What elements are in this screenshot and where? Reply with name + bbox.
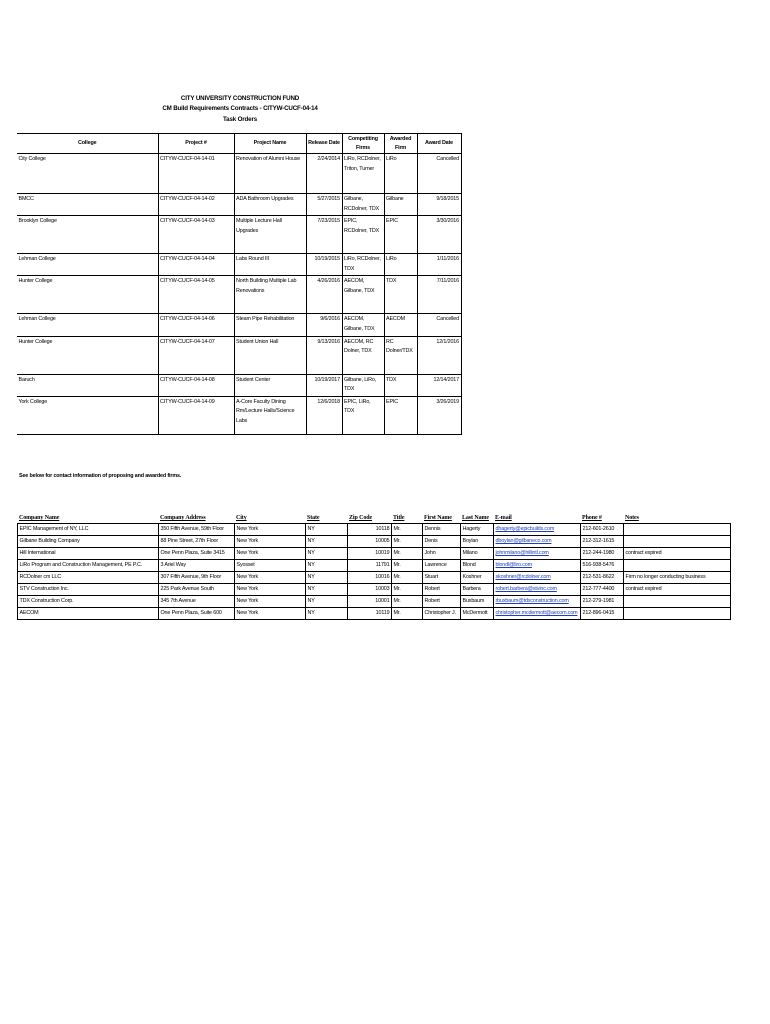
title-cell: Mr. [392, 536, 423, 548]
email-link[interactable]: robert.barbera@stvinc.com [495, 586, 557, 593]
notes-cell [624, 524, 731, 536]
last-name-cell: Koshner [461, 572, 494, 584]
project-number-cell: CITYW-CUCF-04-14-05 [158, 276, 234, 314]
state-cell: NY [306, 548, 348, 560]
awarded-firm-cell: RC Dolner/TDX [384, 336, 417, 374]
awarded-firm-cell: EPIC [384, 396, 417, 434]
project-name-cell: Student Center [234, 374, 306, 396]
phone-cell: 212-601-2610 [581, 524, 624, 536]
contact-row [18, 596, 731, 608]
contact-header-row [18, 513, 731, 524]
task-row [17, 194, 461, 216]
email-link[interactable]: christopher.mcdermott@aecom.com [495, 610, 578, 617]
zip-code-cell: 10016 [348, 572, 392, 584]
task-row [17, 314, 461, 336]
first-name-cell: Robert [423, 584, 461, 596]
document-title [150, 94, 330, 125]
competing-firms-cell: LiRo, RCDolner, Triton, Turner [342, 154, 384, 194]
phone-cell: 212-279-1981 [581, 596, 624, 608]
state-cell: NY [306, 536, 348, 548]
company-address-cell: 350 Fifth Avenue, 59th Floor [159, 524, 235, 536]
college-cell: City College [17, 154, 158, 194]
task-row [17, 216, 461, 254]
email-cell [494, 536, 581, 548]
city-cell: New York [235, 572, 306, 584]
title-line-3: Task Orders [222, 115, 257, 123]
competing-firms-cell: Gilbane, RCDolner, TDX [342, 194, 384, 216]
email-link[interactable]: blondl@liro.com [495, 562, 532, 569]
project-name-cell: A-Core Faculty Dining Rm/Lecture Halls/Science Labs [234, 396, 306, 434]
title-cell: Mr. [392, 560, 423, 572]
header-phone: Phone # [582, 515, 602, 521]
notes-cell: contract expired [624, 548, 731, 560]
email-link[interactable]: dboylan@gilbaneco.com [495, 538, 552, 545]
project-number-cell: CITYW-CUCF-04-14-07 [158, 336, 234, 374]
first-name-cell: Denis [423, 536, 461, 548]
college-cell: Brooklyn College [17, 216, 158, 254]
project-name-cell: Student Union Hall [234, 336, 306, 374]
college-cell: Lehman College [17, 314, 158, 336]
competing-firms-cell: AECOM, Gilbane, TDX [342, 314, 384, 336]
header-competing-firms: Competiting Firms [342, 134, 384, 154]
header-last-name: Last Name [462, 515, 489, 521]
college-cell: BMCC [17, 194, 158, 216]
award-date-cell: Cancelled [417, 154, 461, 194]
phone-cell: 212-777-4400 [581, 584, 624, 596]
awarded-firm-cell: TDX [384, 276, 417, 314]
release-date-cell: 9/13/2016 [306, 336, 342, 374]
email-cell [494, 608, 581, 620]
last-name-cell: Milano [461, 548, 494, 560]
company-address-cell: One Penn Plaza, Suite 3415 [159, 548, 235, 560]
contact-row [18, 584, 731, 596]
awarded-firm-cell: LiRo [384, 254, 417, 276]
title-line-2: CM Build Requirements Contracts - CITYW-CUCF-04-14 [162, 105, 318, 113]
college-cell: Hunter College [17, 276, 158, 314]
company-name-cell: Gilbane Building Company [18, 536, 159, 548]
title-line-1: CITY UNIVERSITY CONSTRUCTION FUND [180, 95, 300, 102]
company-name-cell: EPIC Management of NY, LLC [18, 524, 159, 536]
release-date-cell: 10/19/2017 [306, 374, 342, 396]
project-name-cell: Renovation of Alumni House [234, 154, 306, 194]
header-notes: Notes [625, 515, 639, 521]
awarded-firm-cell: EPIC [384, 216, 417, 254]
notes-cell [624, 560, 731, 572]
phone-cell: 516-938-5476 [581, 560, 624, 572]
zip-code-cell: 10001 [348, 596, 392, 608]
awarded-firm-cell: TDX [384, 374, 417, 396]
company-name-cell: STV Construction Inc. [18, 584, 159, 596]
phone-cell: 212-531-8622 [581, 572, 624, 584]
email-link[interactable]: dhagerty@epicbuilds.com [495, 526, 555, 533]
release-date-cell: 5/27/2015 [306, 194, 342, 216]
state-cell: NY [306, 560, 348, 572]
city-cell: New York [235, 548, 306, 560]
notes-cell [624, 608, 731, 620]
phone-cell: 212-312-1615 [581, 536, 624, 548]
header-title: Title [393, 515, 405, 521]
task-row [17, 154, 461, 194]
project-number-cell: CITYW-CUCF-04-14-09 [158, 396, 234, 434]
task-row [17, 396, 461, 434]
last-name-cell: Barbera [461, 584, 494, 596]
project-name-cell: Steam Pipe Rehabilitation [234, 314, 306, 336]
header-project-name: Project Name [234, 134, 306, 154]
contact-row [18, 524, 731, 536]
award-date-cell: 1/11/2016 [417, 254, 461, 276]
award-date-cell: 3/26/2019 [417, 396, 461, 434]
city-cell: New York [235, 584, 306, 596]
contact-row [18, 572, 731, 584]
award-date-cell: 7/11/2016 [417, 276, 461, 314]
company-name-cell: RCDolner cm LLC [18, 572, 159, 584]
competing-firms-cell: LiRo, RCDolner, TDX [342, 254, 384, 276]
notes-cell [624, 596, 731, 608]
company-name-cell: AECOM [18, 608, 159, 620]
project-number-cell: CITYW-CUCF-04-14-02 [158, 194, 234, 216]
contact-note: See below for contact information of proposing and awarded firms. [19, 473, 182, 479]
header-awarded-firm: Awarded Firm [384, 134, 417, 154]
contact-row [18, 536, 731, 548]
title-cell: Mr. [392, 584, 423, 596]
contacts-table [17, 513, 731, 620]
task-header-row [17, 134, 461, 154]
header-college: College [17, 134, 158, 154]
college-cell: Baruch [17, 374, 158, 396]
last-name-cell: Buxbaum [461, 596, 494, 608]
release-date-cell: 4/26/2016 [306, 276, 342, 314]
header-award-date: Award Date [417, 134, 461, 154]
email-link[interactable]: rbuxbaum@tdxconstruction.com [495, 598, 569, 605]
city-cell: New York [235, 596, 306, 608]
contact-row [18, 560, 731, 572]
award-date-cell: 12/1/2016 [417, 336, 461, 374]
first-name-cell: John [423, 548, 461, 560]
awarded-firm-cell: Gilbane [384, 194, 417, 216]
title-cell: Mr. [392, 524, 423, 536]
zip-code-cell: 10119 [348, 608, 392, 620]
city-cell: New York [235, 524, 306, 536]
company-address-cell: One Penn Plaza, Suite 600 [159, 608, 235, 620]
project-number-cell: CITYW-CUCF-04-14-08 [158, 374, 234, 396]
last-name-cell: Blond [461, 560, 494, 572]
email-link[interactable]: johnmilano@hillintl.com [495, 550, 549, 557]
release-date-cell: 2/24/2014 [306, 154, 342, 194]
header-company-address: Company Address [160, 515, 206, 521]
project-number-cell: CITYW-CUCF-04-14-03 [158, 216, 234, 254]
title-cell: Mr. [392, 608, 423, 620]
header-email: E-mail [495, 515, 512, 521]
header-company-name: Company Name [19, 515, 60, 521]
city-cell: Syosset [235, 560, 306, 572]
email-cell [494, 548, 581, 560]
contact-row [18, 608, 731, 620]
release-date-cell: 7/23/2015 [306, 216, 342, 254]
notes-cell: Firm no longer conducting business [624, 572, 731, 584]
task-row [17, 276, 461, 314]
header-release-date: Release Date [306, 134, 342, 154]
email-cell [494, 572, 581, 584]
first-name-cell: Christopher J. [423, 608, 461, 620]
zip-code-cell: 10005 [348, 536, 392, 548]
zip-code-cell: 10019 [348, 548, 392, 560]
competing-firms-cell: AECOM, RC Dolner, TDX [342, 336, 384, 374]
task-row [17, 374, 461, 396]
contact-row [18, 548, 731, 560]
competing-firms-cell: EPIC, RCDolner, TDX [342, 216, 384, 254]
competing-firms-cell: Gilbane, LiRo, TDX [342, 374, 384, 396]
state-cell: NY [306, 572, 348, 584]
last-name-cell: McDermott [461, 608, 494, 620]
first-name-cell: Robert [423, 596, 461, 608]
release-date-cell: 12/6/2018 [306, 396, 342, 434]
header-first-name: First Name [424, 515, 452, 521]
email-cell [494, 560, 581, 572]
state-cell: NY [306, 584, 348, 596]
company-address-cell: 307 Fifth Avenue, 9th Floor [159, 572, 235, 584]
state-cell: NY [306, 608, 348, 620]
phone-cell: 212-244-1980 [581, 548, 624, 560]
project-name-cell: ADA Bathroom Upgrades [234, 194, 306, 216]
project-number-cell: CITYW-CUCF-04-14-04 [158, 254, 234, 276]
email-cell [494, 584, 581, 596]
header-project-number: Project # [158, 134, 234, 154]
task-row [17, 254, 461, 276]
state-cell: NY [306, 596, 348, 608]
competing-firms-cell: AECOM, Gilbane, TDX [342, 276, 384, 314]
college-cell: Hunter College [17, 336, 158, 374]
zip-code-cell: 11791 [348, 560, 392, 572]
first-name-cell: Stuart [423, 572, 461, 584]
award-date-cell: 9/18/2015 [417, 194, 461, 216]
awarded-firm-cell: LiRo [384, 154, 417, 194]
task-orders-table [17, 133, 462, 435]
header-state: State [307, 515, 320, 521]
project-number-cell: CITYW-CUCF-04-14-01 [158, 154, 234, 194]
title-cell: Mr. [392, 596, 423, 608]
company-name-cell: LiRo Program and Construction Management, PE P.C. [18, 560, 159, 572]
college-cell: Lehman College [17, 254, 158, 276]
company-address-cell: 3 Ariel Way [159, 560, 235, 572]
project-name-cell: Multiple Lecture Hall Upgrades [234, 216, 306, 254]
phone-cell: 212-896-0415 [581, 608, 624, 620]
company-address-cell: 88 Pine Street, 27th Floor [159, 536, 235, 548]
header-city: City [236, 515, 247, 521]
first-name-cell: Lawrence [423, 560, 461, 572]
award-date-cell: Cancelled [417, 314, 461, 336]
awarded-firm-cell: AECOM [384, 314, 417, 336]
college-cell: York College [17, 396, 158, 434]
title-cell: Mr. [392, 548, 423, 560]
header-zip-code: Zip Code [349, 515, 373, 521]
email-cell [494, 524, 581, 536]
company-address-cell: 225 Park Avenue South [159, 584, 235, 596]
email-link[interactable]: skoshner@rcdolner.com [495, 574, 551, 581]
title-cell: Mr. [392, 572, 423, 584]
company-name-cell: TDX Construction Corp. [18, 596, 159, 608]
state-cell: NY [306, 524, 348, 536]
company-name-cell: Hill International [18, 548, 159, 560]
city-cell: New York [235, 608, 306, 620]
project-name-cell: North Building Multiple Lab Renovations [234, 276, 306, 314]
task-row [17, 336, 461, 374]
zip-code-cell: 10003 [348, 584, 392, 596]
release-date-cell: 10/19/2015 [306, 254, 342, 276]
project-number-cell: CITYW-CUCF-04-14-06 [158, 314, 234, 336]
company-address-cell: 345 7th Avenue [159, 596, 235, 608]
first-name-cell: Dennis [423, 524, 461, 536]
project-name-cell: Labs Round III [234, 254, 306, 276]
notes-cell: contract expired [624, 584, 731, 596]
award-date-cell: 3/30/2016 [417, 216, 461, 254]
zip-code-cell: 10118 [348, 524, 392, 536]
last-name-cell: Hagerty [461, 524, 494, 536]
release-date-cell: 9/6/2016 [306, 314, 342, 336]
email-cell [494, 596, 581, 608]
last-name-cell: Boylan [461, 536, 494, 548]
city-cell: New York [235, 536, 306, 548]
award-date-cell: 12/14/2017 [417, 374, 461, 396]
notes-cell [624, 536, 731, 548]
competing-firms-cell: EPIC, LiRo, TDX [342, 396, 384, 434]
